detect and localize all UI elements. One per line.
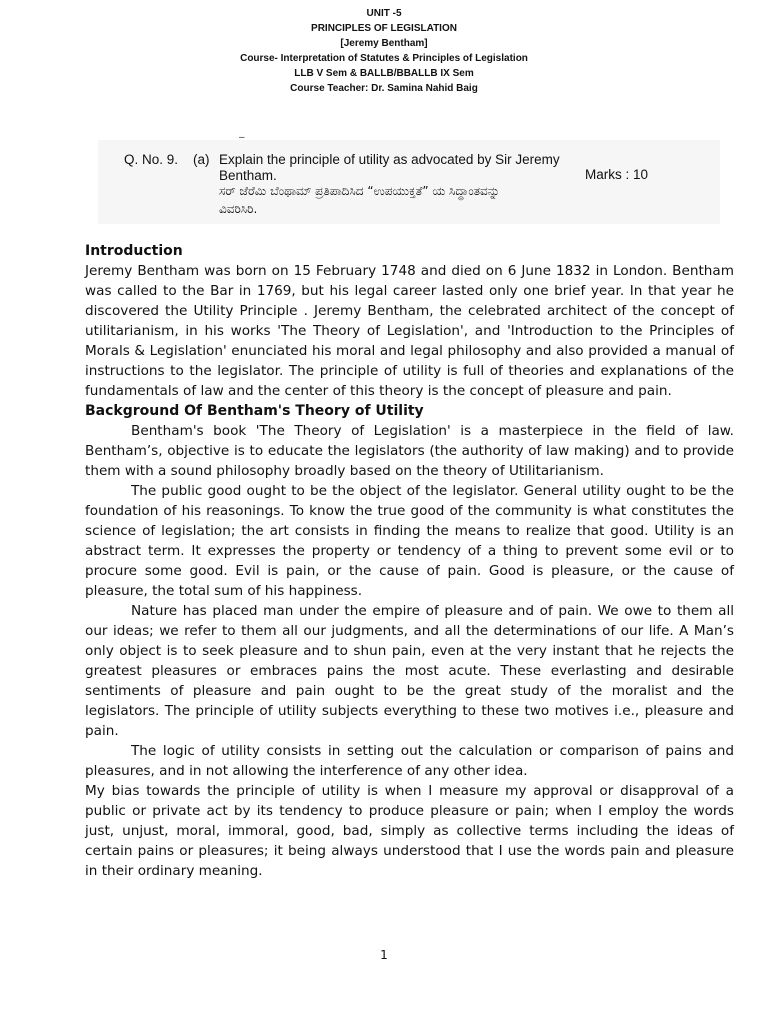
background-paragraph-1: Bentham's book 'The Theory of Legislation' is a masterpiece in the field of law. Bentham’s, objective is to educate the legislators (the authority of law making) and to provide them with a sound philosophy broadly based on the theory of Utilitarianism. xyxy=(85,423,734,479)
question-part: (a) xyxy=(193,152,210,167)
document-header xyxy=(0,6,768,96)
document-title: PRINCIPLES OF LEGISLATION xyxy=(311,23,457,34)
unit-label: UNIT -5 xyxy=(366,8,402,19)
course-label: Course- Interpretation of Statutes & Principles of Legislation xyxy=(240,53,528,64)
question-line-1: Explain the principle of utility as advocated by Sir Jeremy xyxy=(219,152,560,167)
semester-label: LLB V Sem & BALLB/BBALLB IX Sem xyxy=(294,68,474,79)
background-paragraph-5: My bias towards the principle of utility is when I measure my approval or disapproval of a public or private act by its tendency to produce pleasure or pain; when I employ the words just, unjust, moral, immoral, good, bad, simply as collective terms including the ideas of certain pains or pleasures; it being always understood that I use the words pain and pleasure in their ordinary meaning. xyxy=(85,783,734,879)
introduction-heading: Introduction xyxy=(85,243,183,259)
question-kannada-line-2: ವಿವರಿಸಿರಿ. xyxy=(219,202,258,216)
question-number: Q. No. 9. xyxy=(124,152,179,167)
background-paragraph-4: The logic of utility consists in setting out the calculation or comparison of pains and pleasures, and in not allowing the interference of any other idea. xyxy=(85,743,734,779)
question-marks: Marks : 10 xyxy=(585,167,649,182)
question-line-2: Bentham. xyxy=(219,168,277,183)
teacher-label: Course Teacher: Dr. Samina Nahid Baig xyxy=(290,83,478,94)
background-paragraph-3: Nature has placed man under the empire of pleasure and of pain. We owe to them all our ideas; we refer to them all our judgments, and all the determinations of our life. A Man’s only object is to seek pleasure and to shun pain, even at the very instant that he rejects the greatest pleasures or embraces pains the most acute. These everlasting and desirable sentiments of pleasure and pain ought to be the great study of the moralist and the legislators. The principle of utility subjects everything to these two motives i.e., pleasure and pain. xyxy=(85,603,734,739)
background-paragraph-2: The public good ought to be the object of the legislator. General utility ought to be the foundation of his reasonings. To know the true good of the community is what constitutes the science of legislation; the art consists in finding the means to realize that good. Utility is an abstract term. It expresses the property or tendency of a thing to prevent some evil or to procure some good. Evil is pain, or the cause of pain. Good is pleasure, or the cause of pleasure, the total sum of his happiness. xyxy=(85,483,734,599)
question-kannada-line-1: ಸರ್ ಜೆರೆಮಿ ಬೆಂಥಾಮ್ ಪ್ರತಿಪಾದಿಸಿದ “ಉಪಯುಕ್ತತೆ” ಯ ಸಿದ್ಧಾಂತವನ್ನು xyxy=(219,184,500,198)
document-body xyxy=(85,241,734,881)
background-heading: Background Of Bentham's Theory of Utility xyxy=(85,403,424,419)
introduction-paragraph: Jeremy Bentham was born on 15 February 1748 and died on 6 June 1832 in London. Bentham was called to the Bar in 1769, but his legal career lasted only one brief year. In that year he discovered the Utility Principle . Jeremy Bentham, the celebrated architect of the concept of utilitarianism, in his works 'The Theory of Legislation', and 'Introduction to the Principles of Morals & Legislation' enunciated his moral and legal philosophy and also provided a manual of instructions to the legislator. The principle of utility is full of theories and explanations of the fundamentals of law and the center of this theory is the concept of pleasure and pain. xyxy=(85,263,734,399)
page-number: 1 xyxy=(380,948,388,962)
author-label: [Jeremy Bentham] xyxy=(340,38,428,49)
question-image: – Q. No. 9. (a) Explain the principle of utility as advocated by Sir Jeremy Bentham. Marks : 10 ಸರ್ ಜೆರೆಮಿ ಬೆಂಥಾಮ್ ಪ್ರತಿಪಾದಿಸಿದ “ಉಪಯುಕ್ತತೆ” ಯ ಸಿದ್ಧಾಂತವನ್ನು ವಿವರಿಸಿರಿ. xyxy=(98,140,720,224)
